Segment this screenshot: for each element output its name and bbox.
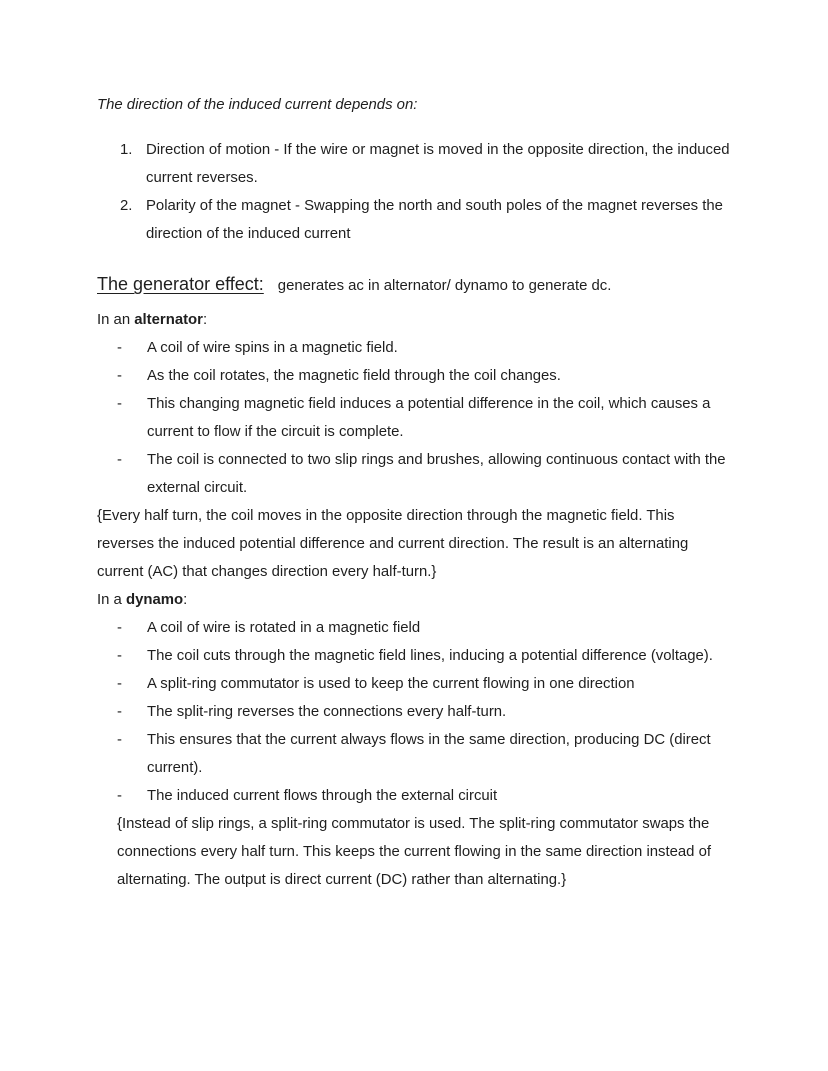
bullet-item — [97, 334, 733, 362]
dash-bullet-marker: - — [117, 620, 122, 636]
list-item-number: 2. — [120, 198, 133, 214]
dash-bullet-marker: - — [117, 396, 122, 412]
bullet-item-text: A split-ring commutator is used to keep the current flowing in one direction — [147, 676, 635, 692]
alternator-lead — [97, 306, 733, 334]
list-item-number: 1. — [120, 142, 133, 158]
list-item — [97, 192, 733, 248]
dynamo-note: {Instead of slip rings, a split-ring commutator is used. The split-ring commutator swaps the connections every half turn. This keeps the current flowing in the same direction instead of alternating. The output is direct current (DC) rather than alternating.} — [117, 816, 712, 888]
bullet-item-text: As the coil rotates, the magnetic field through the coil changes. — [147, 368, 561, 384]
alternator-lead-prefix: In an — [97, 312, 135, 328]
dash-bullet-marker: - — [117, 648, 122, 664]
bullet-item-text: This changing magnetic field induces a potential difference in the coil, which causes a current to flow if the circuit is complete. — [147, 396, 711, 440]
dynamo-lead-suffix: : — [183, 592, 188, 608]
bullet-item-text: The induced current flows through the external circuit — [147, 788, 498, 804]
alternator-lead-suffix: : — [202, 312, 208, 328]
dash-bullet-marker: - — [117, 732, 122, 748]
bullet-item — [97, 446, 733, 502]
list-item-text: Direction of motion - If the wire or magnet is moved in the opposite direction, the induced current reverses. — [146, 142, 730, 186]
alternator-note: {Every half turn, the coil moves in the opposite direction through the magnetic field. This reverses the induced potential difference and current direction. The result is an alternating current (AC) that changes direction every half-turn.} — [97, 508, 689, 580]
bullet-item-text: The coil cuts through the magnetic field lines, inducing a potential difference (voltage). — [147, 648, 713, 664]
alternator-term: alternator — [134, 312, 203, 328]
dash-bullet-marker: - — [117, 340, 122, 356]
list-item-text: Polarity of the magnet - Swapping the north and south poles of the magnet reverses the direction of the induced current — [146, 198, 723, 242]
dynamo-lead — [97, 586, 733, 614]
bullet-item-text: A coil of wire is rotated in a magnetic field — [147, 620, 421, 636]
alternator-bullet-list — [97, 334, 733, 502]
bullet-item — [97, 362, 733, 390]
dash-bullet-marker: - — [117, 704, 122, 720]
intro-line: The direction of the induced current depends on: — [97, 97, 418, 113]
dash-bullet-marker: - — [117, 368, 122, 384]
bullet-item-text: The coil is connected to two slip rings and brushes, allowing continuous contact with the external circuit. — [147, 452, 726, 496]
bullet-item — [97, 726, 733, 782]
bullet-item — [97, 614, 733, 642]
bullet-item — [97, 642, 733, 670]
section-heading — [97, 267, 733, 303]
numbered-list — [97, 136, 733, 248]
dynamo-lead-prefix: In a — [97, 592, 126, 608]
bullet-item-text: The split-ring reverses the connections every half-turn. — [147, 704, 507, 720]
dash-bullet-marker: - — [117, 788, 122, 804]
list-item — [97, 136, 733, 192]
bullet-item-text: This ensures that the current always flows in the same direction, producing DC (direct current). — [147, 732, 711, 776]
heading-title: The generator effect: — [97, 274, 264, 294]
dash-bullet-marker: - — [117, 452, 122, 468]
bullet-item — [97, 670, 733, 698]
heading-subtitle: generates ac in alternator/ dynamo to generate dc. — [277, 278, 612, 294]
dynamo-bullet-list — [97, 614, 733, 810]
bullet-item — [97, 698, 733, 726]
bullet-item — [97, 390, 733, 446]
bullet-item — [97, 782, 733, 810]
dynamo-term: dynamo — [125, 592, 184, 608]
dash-bullet-marker: - — [117, 676, 122, 692]
bullet-item-text: A coil of wire spins in a magnetic field. — [147, 340, 398, 356]
